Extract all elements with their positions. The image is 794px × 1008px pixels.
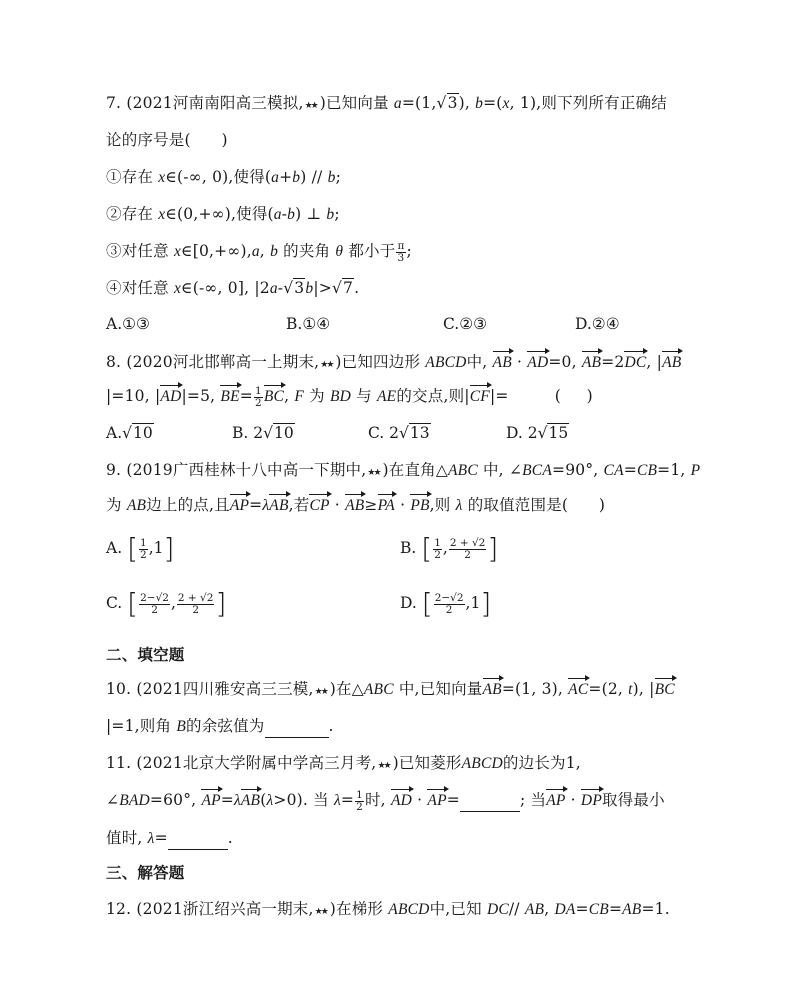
q7-statement-2: ②存在 x∈(0,+∞),使得(a-b) ⊥ b; [106, 205, 340, 223]
two-star-icon: ★★ [320, 360, 333, 370]
q9-line-1: 9. (2019广西桂林十八中高一下期中,★★ )在直角△ABC 中, ∠BCA=90°, CA=CB=1, P [106, 459, 700, 484]
q8-line-1: 8. (2020河北邯郸高一上期末,★★ )已知四边形 ABCD中, AB · AD=0, AB=2DC, |AB [106, 351, 681, 376]
q8-option-b: B. 2√10 [232, 424, 294, 442]
q11-answer-blank-1[interactable] [460, 789, 520, 812]
two-star-icon: ★★ [304, 101, 317, 111]
q8-option-c: C. 2√13 [368, 424, 430, 442]
two-star-icon: ★★ [377, 761, 390, 771]
q9-line-2: 为 AB边上的点,且AP=λAB,若CP · AB≥PA · PB,则 λ 的取值范围是( ) [106, 494, 605, 517]
q7-statement-1: ①存在 x∈(-∞, 0),使得(a+b) // b; [106, 168, 341, 186]
q10-line-1: 10. (2021四川雅安高三三模,★★ )在△ABC 中,已知向量AB=(1, 3), AC=(2, t), |BC [106, 678, 675, 703]
q11-line-3: 值时, λ= . [106, 827, 233, 850]
q7-option-c: C.②③ [443, 315, 488, 333]
q10-line-2: |=1,则角 B的余弦值为 . [106, 715, 334, 738]
pi-over-3: $\frac{\pi}{3}$ [397, 239, 405, 264]
q8-option-d: D. 2√15 [506, 424, 569, 442]
q7-option-d: D.②④ [575, 315, 620, 333]
sqrt-3: √3 [436, 94, 458, 112]
q9-option-d: D. [ $\frac{2-√2}{2}$ ,1] [400, 587, 492, 620]
q10-answer-blank[interactable] [265, 715, 329, 738]
q11-line-1: 11. (2021北京大学附属中学高三月考,★★ )已知菱形ABCD的边长为1, [106, 752, 581, 777]
two-star-icon: ★★ [367, 468, 380, 478]
q8-option-a: A.√10 [106, 424, 153, 442]
q9-option-c: C. [ $\frac{2-√2}{2}$ , $\frac{2 + √2}{2}$ ] [106, 587, 227, 620]
q11-answer-blank-2[interactable] [168, 827, 228, 850]
two-star-icon: ★★ [314, 687, 327, 697]
q7-line-2: 论的序号是( ) [106, 131, 228, 149]
q7-statement-3: ③对任意 x∈[0,+∞),a, b 的夹角 θ 都小于 $\frac{\pi}{3}$ ; [106, 239, 412, 264]
q11-line-2: ∠BAD=60°, AP=λAB(λ>0). 当 λ= $\frac{1}{2}$ 时, AD · AP= ; 当AP · DP取得最小 [106, 788, 665, 813]
q9-option-b: B. [ $\frac{1}{2}$ , $\frac{2 + √2}{2}$ ] [400, 532, 499, 565]
q7-statement-4: ④对任意 x∈(-∞, 0], |2a-√3b|>√7. [106, 279, 360, 297]
q8-line-2: |=10, |AD|=5, BE= $\frac{1}{2}$ BC, F 为 BD 与 AE的交点,则|CF|= ( ) [106, 384, 593, 409]
section-title-solve: 三、解答题 [106, 864, 185, 882]
two-star-icon: ★★ [314, 907, 327, 917]
section-title-fill-in: 二、填空题 [106, 646, 185, 664]
q7-option-a: A.①③ [106, 315, 150, 333]
q9-option-a: A. [ $\frac{1}{2}$ ,1] [106, 532, 175, 565]
q12-line-1: 12. (2021浙江绍兴高一期末,★★ )在梯形 ABCD中,已知 DC// AB, DA=CB=AB=1. [106, 898, 670, 923]
q7-option-b: B.①④ [286, 315, 331, 333]
q7-line-1: 7. (2021河南南阳高三模拟,★★ )已知向量 a=(1,√3), b=(x, 1),则下列所有正确结 [106, 92, 667, 117]
